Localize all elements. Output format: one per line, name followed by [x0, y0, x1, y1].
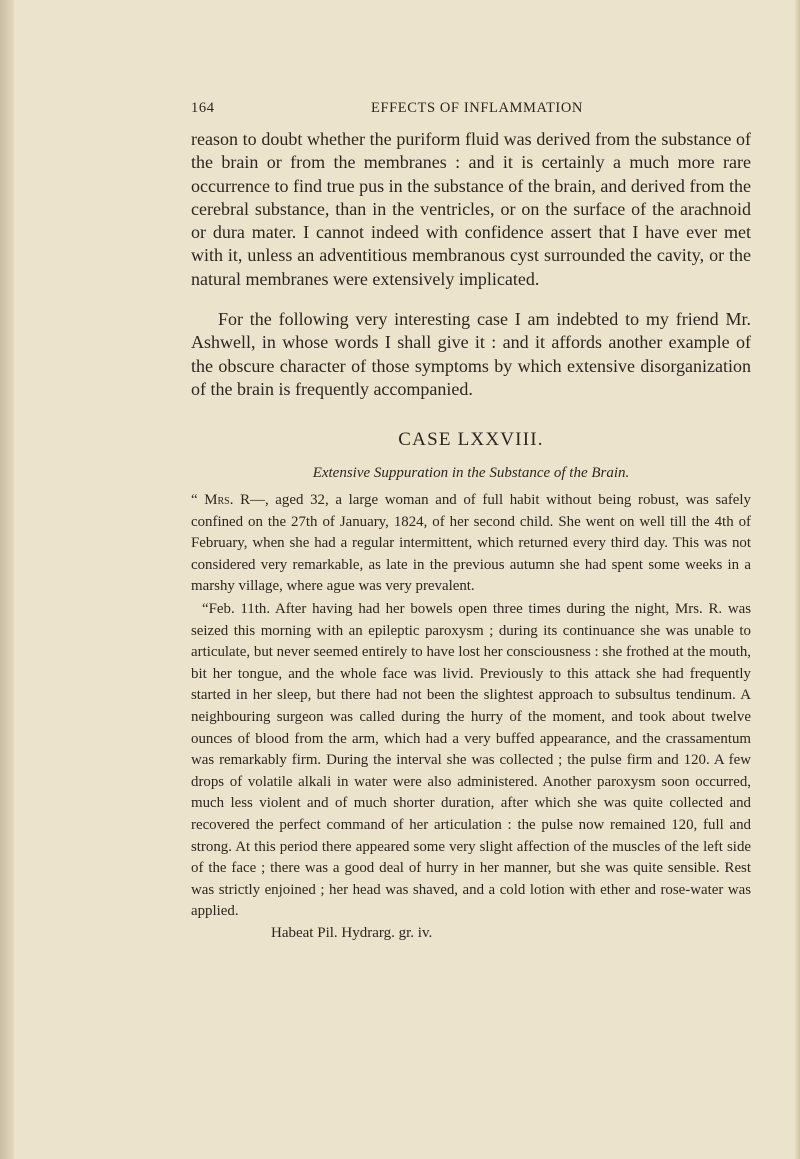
case-heading: CASE LXXVIII. — [398, 429, 544, 450]
page-binding-shadow — [0, 0, 14, 1159]
patient-title: Mrs. — [204, 492, 234, 508]
case-paragraph-feb-11: “Feb. 11th. After having had her bowels open three times during the night, Mrs. R. was seized this morning with an epileptic paroxysm ; during its continuance she was unable to articulate, but never seemed entirely to have lost her consciousness : she frothed at the mouth, bit her tongue, and the whole face was livid. Previously to this attack she had frequently started in her sleep, but there had not been the slightest approach to subsultus tendinum. A neighbouring surgeon was called during the hurry of the moment, and took about twelve ounces of blood from the arm, which had a very buffed appearance, and the crassamentum was remarkably firm. During the interval she was collected ; the pulse firm and 120. A few drops of volatile alkali in water were also administered. Another paroxysm soon occurred, much less violent and of much shorter duration, after which she was quite collected and recovered the perfect command of her articulation : the pulse now remained 120, full and strong. At this period there appeared some very slight affection of the muscles of the left side of the face ; there was a good deal of hurry in her manner, but she was quite sensible. Rest was strictly enjoined ; her head was shaved, and a cold lotion with ether and rose-water was applied. — [191, 601, 751, 920]
page-edge — [794, 0, 800, 1159]
open-quote: “ — [191, 492, 205, 508]
running-header — [191, 100, 611, 120]
paragraph-continuation: reason to doubt whether the puriform fluid was derived from the substance of the brain or from the membranes : and it is certainly a much more rare occurrence to find true pus in the substance of the brain, and derived from the cerebral substance, than in the ventricles, or on the surface of the arachnoid or dura mater. I cannot indeed with confidence assert that I have ever met with it, unless an adventitious membranous cyst surrounded the cavity, or the natural membranes were extensively implicated. — [191, 129, 751, 289]
case-history-text: R—, aged 32, a large woman and of full habit without being robust, was safely confined on the 27th of January, 1824, of her second child. She went on well till the 4th of February, when she had a regular intermittent, which returned every third day. This was not considered very remarkable, as late in the previous autumn she had spent some weeks in a marshy village, where ague was very prevalent. — [191, 492, 751, 595]
case-paragraph-history — [191, 490, 751, 598]
page-number: 164 — [191, 100, 215, 116]
case-subtitle: Extensive Suppuration in the Substance of the Brain. — [312, 465, 630, 481]
paragraph-introduction: For the following very interesting case I am indebted to my friend Mr. Ashwell, in whose words I shall give it : and it affords another example of the obscure character of those symptoms by which extensive disorganization of the brain is frequently accompanied. — [191, 309, 751, 399]
prescription-line: Habeat Pil. Hydrarg. gr. iv. — [271, 925, 433, 941]
running-title: EFFECTS OF INFLAMMATION — [371, 100, 583, 116]
